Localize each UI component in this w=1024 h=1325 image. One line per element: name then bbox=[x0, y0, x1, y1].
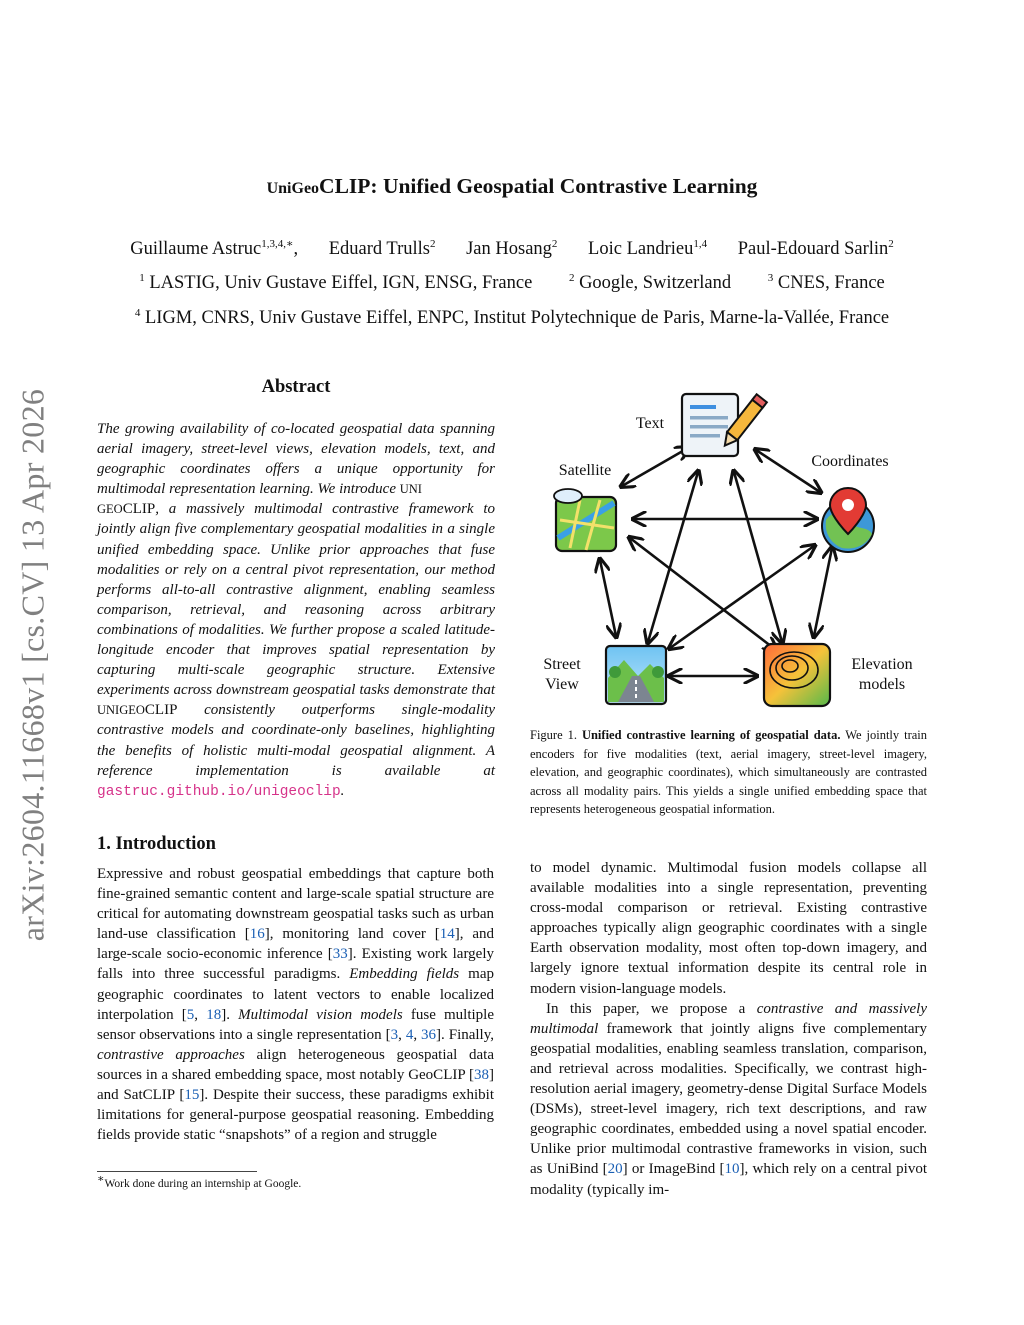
intro-continued bbox=[530, 858, 927, 1200]
intro-paragraph: Expressive and robust geospatial embeddings that capture both fine-grained semantic content and large-scale spatial structure are critical for automating downstream geospatial tasks such as urban land-use classification [16], monitoring land cover [14], and large-scale socio-economic inference [33]. Existing work largely falls into three successful paradigms. Embedding fields map geographic coordinates to latent vectors to enable localized interpolation [5, 18]. Multimodal vision models fuse multiple sensor observations into a single representation [3, 4, 36]. Finally, contrastive approaches align heterogeneous geospatial data sources in a shared embedding space, most notably GeoCLIP [38] and SatCLIP [15]. Despite their success, these paradigms exhibit limitations for general-purpose geospatial reasoning. Embedding fields provide static “snapshots” of a region and struggle bbox=[97, 866, 495, 1144]
street-view-icon bbox=[606, 646, 666, 704]
affiliations-line-2: $^4$ LIGM, CNRS, Univ Gustave Eiffel, ENPC, Institut Polytechnique de Paris, Marne-la-Vallée, France bbox=[134, 306, 890, 328]
author-list bbox=[0, 239, 1024, 260]
label-satellite: Satellite bbox=[558, 462, 612, 479]
footnote: ∗Work done during an internship at Google. bbox=[97, 1173, 302, 1190]
paper-title: UniGeoCLIP: Unified Geospatial Contrastive Learning bbox=[266, 174, 758, 198]
citation-link[interactable]: 3 bbox=[390, 1026, 399, 1043]
paragraph: to model dynamic. Multimodal fusion models collapse all available modalities into a single representation, preventing cross-modal comparison or retrieval. Existing contrastive approaches typically align geographic coordinates with a single Earth observation modality, most often top-down imagery, and largely ignore textual information despite its central role in modern vision-language models. bbox=[530, 860, 927, 997]
citation-link[interactable]: 14 bbox=[439, 926, 455, 943]
arrow-text-satellite bbox=[622, 448, 688, 486]
author: Loic Landrieu$^{1,4}$ bbox=[588, 237, 708, 259]
figure-caption: Figure 1. Unified contrastive learning of geospatial data. We jointly train encoders for five modalities (text, aerial imagery, street-level imagery, elevation, and geographic coordinates), which simultaneously are contrasted across all modality pairs. This yields a single unified embedding space that represents heterogeneous geospatial information. bbox=[530, 728, 928, 817]
abstract-body: The growing availability of co-located geospatial data spanning aerial imagery, street-level views, elevation models, text, and geographic coordinates offers a unique opportunity for multimodal representation learning. We introduce UNI GEOCLIP, a massively multimodal contrastive framework to jointly align five complementary geospatial modalities in a single unified embedding space. Unlike prior approaches that fuse modalities or rely on a central pivot representation, our method performs all-to-all contrastive alignment, enabling seamless comparison, retrieval, and reasoning across arbitrary combinations of modalities. We further propose a scaled latitude-longitude encoder that improves spatial representation by capturing multi-scale geographic structure. Extensive experiments across downstream geospatial tasks demonstrate that UNIGEOCLIP consistently outperforms single-modality contrastive models and coordinate-only baselines, highlighting the benefits of holistic multi-modal geospatial alignment. A reference implementation is available at gastruc.github.io/unigeoclip. bbox=[97, 421, 495, 800]
elevation-map-icon bbox=[764, 644, 830, 706]
abstract-heading: Abstract bbox=[261, 377, 331, 397]
section-heading-introduction: 1. Introduction bbox=[97, 834, 216, 854]
citation-link[interactable]: 18 bbox=[206, 1006, 222, 1023]
arrow-satellite-street bbox=[600, 560, 616, 636]
figure-1 bbox=[520, 388, 940, 718]
document-icon bbox=[682, 394, 767, 456]
label-coordinates: Coordinates bbox=[811, 453, 889, 470]
footnote-rule bbox=[97, 1171, 257, 1172]
citation-link[interactable]: 4 bbox=[405, 1026, 414, 1043]
label-text: Text bbox=[635, 415, 665, 432]
arrows bbox=[600, 448, 832, 676]
arxiv-stamp bbox=[8, 370, 58, 960]
affiliations-line-1 bbox=[0, 273, 1024, 294]
arrow-coordinates-elevation bbox=[814, 548, 832, 636]
affiliation: $^3$ CNES, France bbox=[767, 271, 885, 293]
author: Paul-Edouard Sarlin$^2$ bbox=[737, 237, 894, 259]
author: Guillaume Astruc$^{1,3,4,∗}$, bbox=[130, 237, 299, 259]
citation-link[interactable]: 38 bbox=[474, 1066, 489, 1083]
author: Eduard Trulls$^2$ bbox=[328, 237, 436, 259]
citation-link[interactable]: 36 bbox=[421, 1026, 437, 1043]
citation-link[interactable]: 16 bbox=[249, 926, 265, 943]
affiliation: $^2$ Google, Switzerland bbox=[568, 271, 732, 293]
satellite-map-icon bbox=[554, 489, 616, 551]
location-pin-icon bbox=[822, 488, 874, 552]
project-link[interactable]: gastruc.github.io/unigeoclip bbox=[97, 783, 341, 800]
author: Jan Hosang$^2$ bbox=[466, 237, 558, 259]
label-elevation-models: Elevation models bbox=[851, 656, 913, 693]
citation-link[interactable]: 20 bbox=[607, 1161, 623, 1178]
citation-link[interactable]: 33 bbox=[332, 946, 348, 963]
paragraph: In this paper, we propose a contrastive and massively multimodal framework that jointly aligns five complementary geospatial modalities, enabling seamless translation, comparison, and retrieval across modalities. Specifically, we contrast high-resolution aerial imagery, geometry-dense Digital Surface Models (DSMs), street-level imagery, rich text descriptions, and raw geographic coordinates, embedded using a novel spatial encoder. Unlike prior multimodal contrastive frameworks in vision, such as UniBind [20] or ImageBind [10], which rely on a central pivot modality (typically im- bbox=[530, 1000, 928, 1198]
citation-link[interactable]: 5 bbox=[186, 1006, 195, 1023]
affiliation: $^1$ LASTIG, Univ Gustave Eiffel, IGN, ENSG, France bbox=[139, 271, 533, 293]
label-street-view: Street View bbox=[543, 656, 581, 693]
arrow-text-elevation bbox=[734, 472, 782, 642]
arrow-coordinates-street bbox=[670, 546, 814, 648]
citation-link[interactable]: 15 bbox=[184, 1087, 200, 1104]
citation-link[interactable]: 10 bbox=[724, 1161, 740, 1178]
arxiv-id: arXiv:2604.11668v1 [cs.CV] 13 Apr 2026 bbox=[14, 388, 51, 942]
